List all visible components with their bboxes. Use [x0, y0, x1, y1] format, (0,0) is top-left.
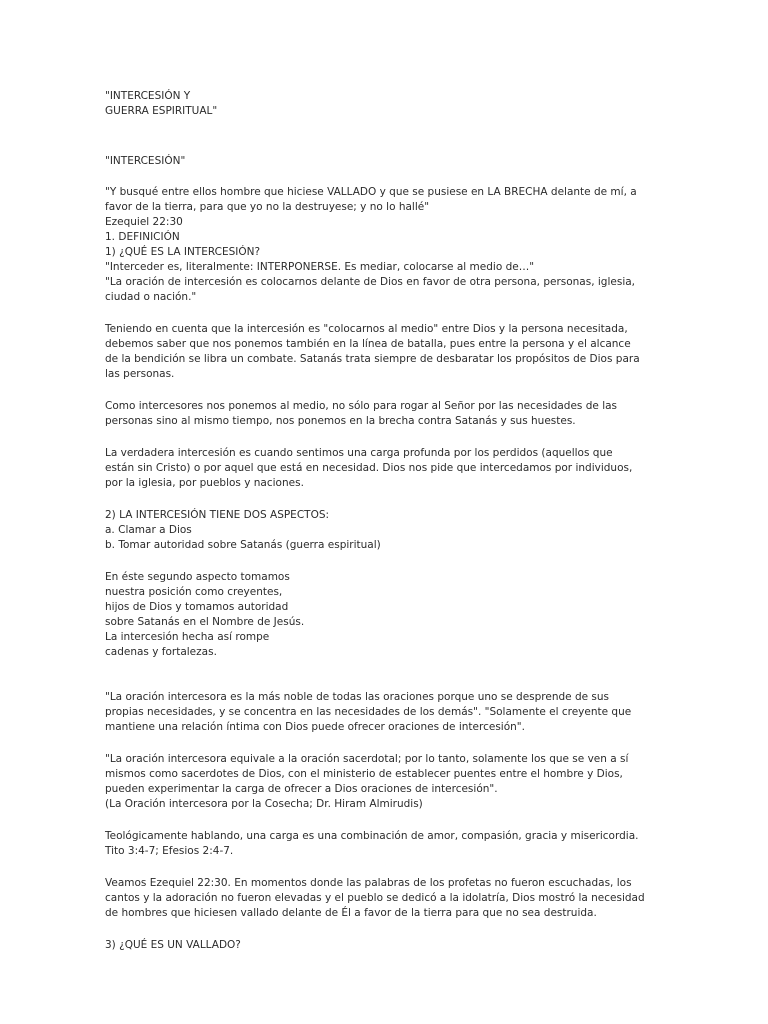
paragraph: Teniendo en cuenta que la intercesión es "colocarnos al medio" entre Dios y la persona necesitada, debemos saber que nos ponemos también en la línea de batalla, pues entre la persona y el alcance de la bendición se libra un combate. Satanás trata siempre de desbaratar los propósitos de Dios para las personas.: [105, 323, 640, 380]
document-body: [105, 89, 645, 953]
paragraph: Veamos Ezequiel 22:30. En momentos donde las palabras de los profetas no fueron escuchadas, los cantos y la adoración no fueron elevadas y el pueblo se dedicó a la idolatría, Dios mostró la necesidad de hombres que hiciesen vallado delante de Él a favor de la tierra para que no sea destruida.: [105, 877, 645, 919]
section-heading: 3) ¿QUÉ ES UN VALLADO?: [105, 939, 241, 951]
paragraph: Teológicamente hablando, una carga es una combinación de amor, compasión, gracia y misericordia. Tito 3:4-7; Efesios 2:4-7.: [105, 830, 639, 857]
second-aspect-block: En éste segundo aspecto tomamos nuestra posición como creyentes, hijos de Dios y tomamos autoridad sobre Satanás en el Nombre de Jesús. La intercesión hecha así rompe cadenas y fortalezas.: [105, 571, 305, 658]
document-title: "INTERCESIÓN Y GUERRA ESPIRITUAL": [105, 90, 218, 117]
section-heading: "INTERCESIÓN": [105, 155, 186, 167]
paragraph: Como intercesores nos ponemos al medio, no sólo para rogar al Señor por las necesidades de las personas sino al mismo tiempo, nos ponemos en la brecha contra Satanás y sus huestes.: [105, 400, 618, 427]
quote-block: "La oración intercesora es la más noble de todas las oraciones porque uno se desprende de sus propias necesidades, y se concentra en las necesidades de los demás". "Solamente el creyente que mantiene una relación íntima con Dios puede ofrecer oraciones de intercesión".: [105, 691, 632, 733]
epigraph-block: "Y busqué entre ellos hombre que hiciese VALLADO y que se pusiese en LA BRECHA delante de mí, a favor de la tierra, para que yo no la destruyese; y no lo hallé" Ezequiel 22:30 1. DEFINICIÓN 1) ¿QUÉ ES LA INTERCESIÓN? "Interceder es, literalmente: INTERPONERSE. Es mediar, colocarse al medio de…" "La oración de intercesión es colocarnos delante de Dios en favor de otra persona, personas, iglesia, ciudad o nación.": [105, 186, 637, 303]
paragraph: La verdadera intercesión es cuando sentimos una carga profunda por los perdidos (aquellos que están sin Cristo) o por aquel que está en necesidad. Dios nos pide que intercedamos por individuos, por la iglesia, por pueblos y naciones.: [105, 447, 633, 489]
quote-block: "La oración intercesora equivale a la oración sacerdotal; por lo tanto, solamente los que se ven a sí mismos como sacerdotes de Dios, con el ministerio de establecer puentes entre el hombre y Dios, pueden experimentar la carga de ofrecer a Dios oraciones de intercesión". (La Oración intercesora por la Cosecha; Dr. Hiram Almirudis): [105, 753, 629, 810]
aspects-list: 2) LA INTERCESIÓN TIENE DOS ASPECTOS: a. Clamar a Dios b. Tomar autoridad sobre Satanás (guerra espiritual): [105, 509, 381, 551]
